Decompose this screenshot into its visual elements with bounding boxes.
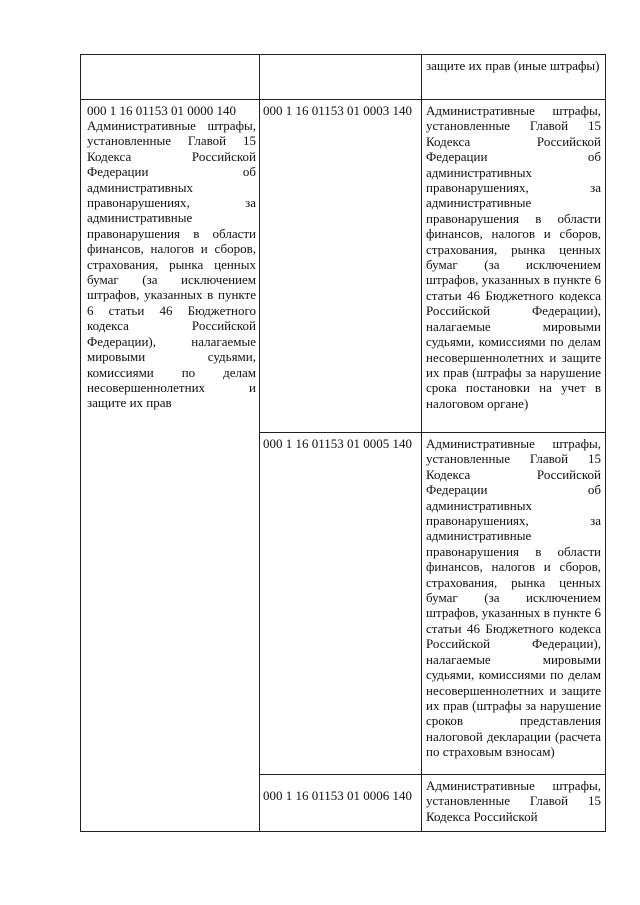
row-divider-top <box>81 99 605 100</box>
row-0003-budget-code: 000 1 16 01153 01 0003 140 <box>263 103 413 118</box>
row-0003-description: Административные штрафы, установленные Главой 15 Кодекса Российской Федерации об административных правонарушениях, за административные правонарушения в области финансов, налогов и сборов, страхования, рынка ценных бумаг (за исключением штрафов, указанных в пункте 6 статьи 46 Бюджетного кодекса Российской Федерации), налагаемые мировыми судьями, комиссиями по делам несовершеннолетних и защите их прав (штрафы за нарушение срока постановки на учет в налоговом органе) <box>426 103 601 411</box>
top-row-continuation-text: защите их прав (иные штрафы) <box>426 58 600 73</box>
row-0005-description: Административные штрафы, установленные Главой 15 Кодекса Российской Федерации об административных правонарушениях, за административные правонарушения в области финансов, налогов и сборов, страхования, рынка ценных бумаг (за исключением штрафов, указанных в пункте 6 статьи 46 Бюджетного кодекса Российской Федерации), налагаемые мировыми судьями, комиссиями по делам несовершеннолетних и защите их прав (штрафы за нарушение сроков представления налоговой декларации (расчета по страховым взносам) <box>426 436 601 760</box>
column-divider-1 <box>259 55 260 831</box>
row-0005-budget-code: 000 1 16 01153 01 0005 140 <box>263 436 413 451</box>
row-divider-0005 <box>259 774 605 775</box>
group-budget-code: 000 1 16 01153 01 0000 140 <box>87 103 237 118</box>
budget-code-table <box>80 54 606 832</box>
row-divider-0003 <box>259 432 605 433</box>
row-0006-description: Административные штрафы, установленные Главой 15 Кодекса Российской <box>426 778 601 824</box>
row-0006-budget-code: 000 1 16 01153 01 0006 140 <box>263 788 413 803</box>
group-description: Административные штрафы, установленные Главой 15 Кодекса Российской Федерации об административных правонарушениях, за административные правонарушения в области финансов, налогов и сборов, страхования, рынка ценных бумаг (за исключением штрафов, указанных в пункте 6 статьи 46 Бюджетного кодекса Российской Федерации), налагаемые мировыми судьями, комиссиями по делам несовершеннолетних и защите их прав <box>87 118 256 411</box>
column-divider-2 <box>421 55 422 831</box>
